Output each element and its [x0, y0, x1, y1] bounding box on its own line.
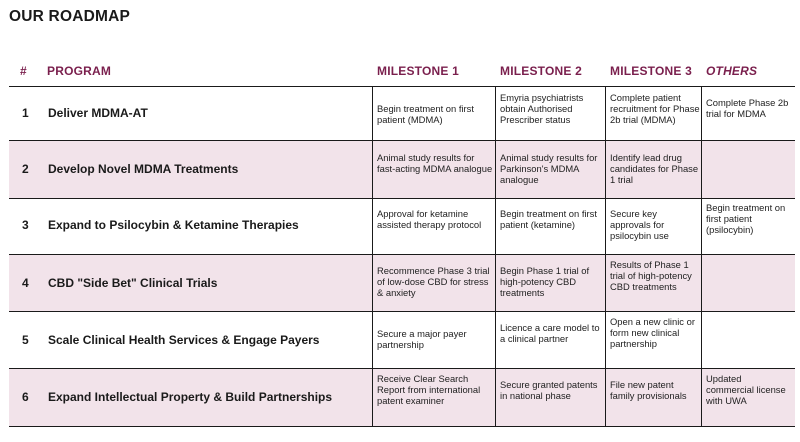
row-number: 2: [22, 162, 29, 176]
milestone-2-cell: Emyria psychiatrists obtain Authorised Prescriber status: [500, 92, 584, 126]
program-name: Deliver MDMA-AT: [48, 106, 148, 120]
program-name: Expand to Psilocybin & Ketamine Therapies: [48, 218, 299, 232]
row-number: 1: [22, 106, 29, 120]
others-cell: Updated commercial license with UWA: [706, 373, 786, 407]
header-milestone-3: MILESTONE 3: [610, 64, 692, 78]
row-number: 3: [22, 218, 29, 232]
milestone-1-cell: Secure a major payer partnership: [377, 328, 467, 351]
program-name: CBD "Side Bet" Clinical Trials: [48, 276, 218, 290]
row-divider: [9, 140, 795, 141]
row-divider: [9, 254, 795, 255]
milestone-3-cell: Secure key approvals for psilocybin use: [610, 208, 669, 242]
milestone-2-cell: Begin Phase 1 trial of high-potency CBD treatments: [500, 265, 590, 299]
header-milestone-2: MILESTONE 2: [500, 64, 582, 78]
row-divider: [9, 368, 795, 369]
milestone-2-cell: Animal study results for Parkinson's MDMA analogue: [500, 152, 598, 186]
milestone-2-cell: Secure granted patents in national phase: [500, 379, 598, 402]
program-name: Expand Intellectual Property & Build Partnerships: [48, 390, 333, 404]
milestone-1-cell: Approval for ketamine assisted therapy protocol: [377, 208, 482, 231]
row-divider: [9, 426, 795, 427]
milestone-1-cell: Recommence Phase 3 trial of low-dose CBD for stress & anxiety: [377, 265, 490, 299]
milestone-3-cell: File new patent family provisionals: [610, 379, 687, 402]
program-name: Develop Novel MDMA Treatments: [48, 162, 239, 176]
header-program: PROGRAM: [47, 64, 112, 78]
row-divider: [9, 311, 795, 312]
others-cell: Complete Phase 2b trial for MDMA: [706, 97, 789, 120]
milestone-1-cell: Receive Clear Search Report from international patent examiner: [377, 373, 481, 407]
row-divider: [9, 198, 795, 199]
row-number: 5: [22, 333, 29, 347]
program-name: Scale Clinical Health Services & Engage Payers: [48, 333, 320, 347]
header-number: #: [20, 64, 27, 78]
page-title: OUR ROADMAP: [9, 8, 131, 25]
milestone-1-cell: Begin treatment on first patient (MDMA): [377, 103, 474, 126]
column-divider: [605, 86, 606, 426]
milestone-2-cell: Begin treatment on first patient (ketamine): [500, 208, 597, 231]
row-number: 6: [22, 390, 29, 404]
header-others: OTHERS: [706, 64, 758, 78]
milestone-3-cell: Identify lead drug candidates for Phase 1 trial: [610, 152, 699, 186]
column-divider: [701, 86, 702, 426]
milestone-3-cell: Complete patient recruitment for Phase 2b trial (MDMA): [610, 92, 700, 126]
row-number: 4: [22, 276, 29, 290]
row-divider: [9, 86, 795, 87]
milestone-3-cell: Open a new clinic or form new clinical partnership: [610, 316, 695, 350]
milestone-2-cell: Licence a care model to a clinical partner: [500, 322, 600, 345]
others-cell: Begin treatment on first patient (psilocybin): [706, 202, 786, 236]
header-milestone-1: MILESTONE 1: [377, 64, 459, 78]
milestone-1-cell: Animal study results for fast-acting MDMA analogue: [377, 152, 493, 175]
column-divider: [372, 86, 373, 426]
milestone-3-cell: Results of Phase 1 trial of high-potency CBD treatments: [610, 259, 692, 293]
column-divider: [495, 86, 496, 426]
